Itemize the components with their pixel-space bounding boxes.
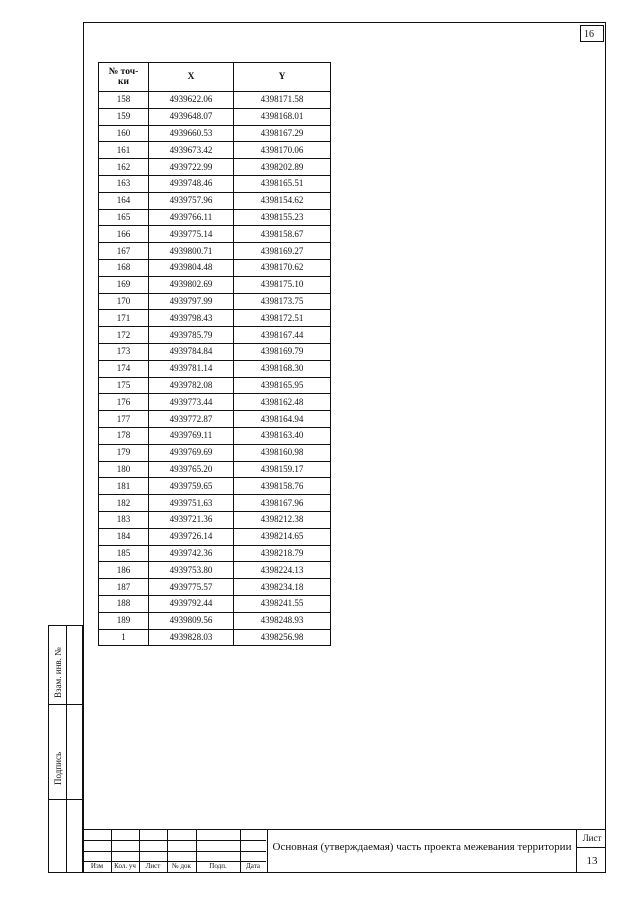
y-coordinate-cell: 4398175.10 xyxy=(234,276,331,293)
table-row xyxy=(99,612,331,629)
y-coordinate-cell: 4398162.48 xyxy=(234,394,331,411)
y-coordinate-cell: 4398169.79 xyxy=(234,343,331,360)
y-coordinate-cell: 4398172.51 xyxy=(234,310,331,327)
x-coordinate-cell: 4939798.43 xyxy=(149,310,234,327)
y-coordinate-cell: 4398158.76 xyxy=(234,478,331,495)
point-number-cell: 188 xyxy=(99,595,149,612)
x-coordinate-cell: 4939828.03 xyxy=(149,629,234,646)
y-coordinate-cell: 4398248.93 xyxy=(234,612,331,629)
y-coordinate-cell: 4398218.79 xyxy=(234,545,331,562)
x-coordinate-cell: 4939785.79 xyxy=(149,327,234,344)
x-coordinate-cell: 4939809.56 xyxy=(149,612,234,629)
x-coordinate-cell: 4939660.53 xyxy=(149,125,234,142)
y-coordinate-cell: 4398168.30 xyxy=(234,360,331,377)
point-number-cell: 173 xyxy=(99,343,149,360)
table-row xyxy=(99,478,331,495)
col-label-kol: Кол. уч xyxy=(114,862,136,870)
y-coordinate-cell: 4398256.98 xyxy=(234,629,331,646)
y-coordinate-cell: 4398170.62 xyxy=(234,259,331,276)
side-cell-inv xyxy=(48,625,83,705)
x-coordinate-cell: 4939781.14 xyxy=(149,360,234,377)
x-coordinate-cell: 4939722.99 xyxy=(149,159,234,176)
x-coordinate-cell: 4939782.08 xyxy=(149,377,234,394)
point-number-cell: 167 xyxy=(99,243,149,260)
y-coordinate-cell: 4398164.94 xyxy=(234,411,331,428)
x-coordinate-cell: 4939751.63 xyxy=(149,495,234,512)
x-coordinate-cell: 4939765.20 xyxy=(149,461,234,478)
table-row xyxy=(99,427,331,444)
point-number-cell: 171 xyxy=(99,310,149,327)
y-coordinate-cell: 4398163.40 xyxy=(234,427,331,444)
side-cell-sign xyxy=(48,704,83,800)
table-header-row xyxy=(99,63,331,92)
sheet-label: Лист xyxy=(582,833,602,843)
table-row xyxy=(99,243,331,260)
header-point-number: № точ- ки xyxy=(99,63,149,92)
document-title: Основная (утверждаемая) часть проекта межевания территории xyxy=(267,829,577,873)
x-coordinate-cell: 4939802.69 xyxy=(149,276,234,293)
x-coordinate-cell: 4939726.14 xyxy=(149,528,234,545)
table-row xyxy=(99,595,331,612)
table-row xyxy=(99,159,331,176)
point-number-cell: 175 xyxy=(99,377,149,394)
table-row xyxy=(99,310,331,327)
col-label-doc: № док xyxy=(172,862,191,870)
table-row xyxy=(99,545,331,562)
point-number-cell: 159 xyxy=(99,108,149,125)
x-coordinate-cell: 4939769.69 xyxy=(149,444,234,461)
y-coordinate-cell: 4398224.13 xyxy=(234,562,331,579)
table-row xyxy=(99,142,331,159)
x-coordinate-cell: 4939721.36 xyxy=(149,511,234,528)
x-coordinate-cell: 4939792.44 xyxy=(149,595,234,612)
x-coordinate-cell: 4939797.99 xyxy=(149,293,234,310)
y-coordinate-cell: 4398165.51 xyxy=(234,175,331,192)
point-number-cell: 177 xyxy=(99,411,149,428)
point-number-cell: 174 xyxy=(99,360,149,377)
x-coordinate-cell: 4939759.65 xyxy=(149,478,234,495)
y-coordinate-cell: 4398171.58 xyxy=(234,92,331,109)
point-number-cell: 170 xyxy=(99,293,149,310)
x-coordinate-cell: 4939775.57 xyxy=(149,579,234,596)
y-coordinate-cell: 4398241.55 xyxy=(234,595,331,612)
point-number-cell: 182 xyxy=(99,495,149,512)
table-row xyxy=(99,92,331,109)
y-coordinate-cell: 4398212.38 xyxy=(234,511,331,528)
point-number-cell: 176 xyxy=(99,394,149,411)
point-number-cell: 172 xyxy=(99,327,149,344)
x-coordinate-cell: 4939800.71 xyxy=(149,243,234,260)
header-x: X xyxy=(149,63,234,92)
table-row xyxy=(99,293,331,310)
point-number-cell: 164 xyxy=(99,192,149,209)
point-number-cell: 166 xyxy=(99,226,149,243)
point-number-cell: 179 xyxy=(99,444,149,461)
x-coordinate-cell: 4939742.36 xyxy=(149,545,234,562)
side-stamp-strip xyxy=(48,625,83,873)
y-coordinate-cell: 4398234.18 xyxy=(234,579,331,596)
table-row xyxy=(99,209,331,226)
side-label-inv: Взам. инв. № xyxy=(53,647,63,698)
table-row xyxy=(99,495,331,512)
point-number-cell: 168 xyxy=(99,259,149,276)
y-coordinate-cell: 4398167.29 xyxy=(234,125,331,142)
table-row xyxy=(99,259,331,276)
title-block xyxy=(83,829,606,873)
table-row xyxy=(99,175,331,192)
side-label-sign: Подпись xyxy=(53,751,63,785)
x-coordinate-cell: 4939673.42 xyxy=(149,142,234,159)
point-number-cell: 184 xyxy=(99,528,149,545)
x-coordinate-cell: 4939773.44 xyxy=(149,394,234,411)
point-number-cell: 163 xyxy=(99,175,149,192)
table-row xyxy=(99,276,331,293)
point-number-cell: 186 xyxy=(99,562,149,579)
y-coordinate-cell: 4398167.96 xyxy=(234,495,331,512)
table-row xyxy=(99,562,331,579)
y-coordinate-cell: 4398167.44 xyxy=(234,327,331,344)
y-coordinate-cell: 4398154.62 xyxy=(234,192,331,209)
y-coordinate-cell: 4398158.67 xyxy=(234,226,331,243)
x-coordinate-cell: 4939753.80 xyxy=(149,562,234,579)
x-coordinate-cell: 4939769.11 xyxy=(149,427,234,444)
point-number-cell: 181 xyxy=(99,478,149,495)
coordinates-table xyxy=(98,62,331,646)
point-number-cell: 160 xyxy=(99,125,149,142)
point-number-cell: 158 xyxy=(99,92,149,109)
table-row xyxy=(99,226,331,243)
y-coordinate-cell: 4398169.27 xyxy=(234,243,331,260)
table-row xyxy=(99,394,331,411)
table-row xyxy=(99,343,331,360)
table-row xyxy=(99,108,331,125)
y-coordinate-cell: 4398170.06 xyxy=(234,142,331,159)
point-number-cell: 162 xyxy=(99,159,149,176)
y-coordinate-cell: 4398202.89 xyxy=(234,159,331,176)
x-coordinate-cell: 4939772.87 xyxy=(149,411,234,428)
point-number-cell: 178 xyxy=(99,427,149,444)
point-number-cell: 185 xyxy=(99,545,149,562)
x-coordinate-cell: 4939748.46 xyxy=(149,175,234,192)
point-number-cell: 187 xyxy=(99,579,149,596)
y-coordinate-cell: 4398160.98 xyxy=(234,444,331,461)
table-row xyxy=(99,629,331,646)
col-label-sign: Подп. xyxy=(209,862,227,870)
table-row xyxy=(99,579,331,596)
page-number: 16 xyxy=(580,25,604,42)
table-row xyxy=(99,528,331,545)
header-y: Y xyxy=(234,63,331,92)
col-label-date: Дата xyxy=(246,862,260,870)
table-row xyxy=(99,327,331,344)
table-row xyxy=(99,192,331,209)
revision-grid xyxy=(83,829,266,873)
point-number-cell: 183 xyxy=(99,511,149,528)
x-coordinate-cell: 4939766.11 xyxy=(149,209,234,226)
table-row xyxy=(99,360,331,377)
table-row xyxy=(99,377,331,394)
table-row xyxy=(99,411,331,428)
y-coordinate-cell: 4398214.65 xyxy=(234,528,331,545)
table-row xyxy=(99,444,331,461)
point-number-cell: 189 xyxy=(99,612,149,629)
x-coordinate-cell: 4939622.06 xyxy=(149,92,234,109)
table-row xyxy=(99,125,331,142)
x-coordinate-cell: 4939775.14 xyxy=(149,226,234,243)
y-coordinate-cell: 4398159.17 xyxy=(234,461,331,478)
x-coordinate-cell: 4939648.07 xyxy=(149,108,234,125)
y-coordinate-cell: 4398165.95 xyxy=(234,377,331,394)
y-coordinate-cell: 4398155.23 xyxy=(234,209,331,226)
x-coordinate-cell: 4939757.96 xyxy=(149,192,234,209)
col-label-izm: Изм xyxy=(90,862,104,870)
point-number-cell: 1 xyxy=(99,629,149,646)
x-coordinate-cell: 4939784.84 xyxy=(149,343,234,360)
x-coordinate-cell: 4939804.48 xyxy=(149,259,234,276)
y-coordinate-cell: 4398168.01 xyxy=(234,108,331,125)
side-cell-date xyxy=(48,799,83,873)
sheet-number: 13 xyxy=(586,855,598,867)
table-row xyxy=(99,461,331,478)
col-label-list: Лист xyxy=(145,862,161,870)
point-number-cell: 161 xyxy=(99,142,149,159)
table-row xyxy=(99,511,331,528)
point-number-cell: 169 xyxy=(99,276,149,293)
point-number-cell: 180 xyxy=(99,461,149,478)
point-number-cell: 165 xyxy=(99,209,149,226)
y-coordinate-cell: 4398173.75 xyxy=(234,293,331,310)
